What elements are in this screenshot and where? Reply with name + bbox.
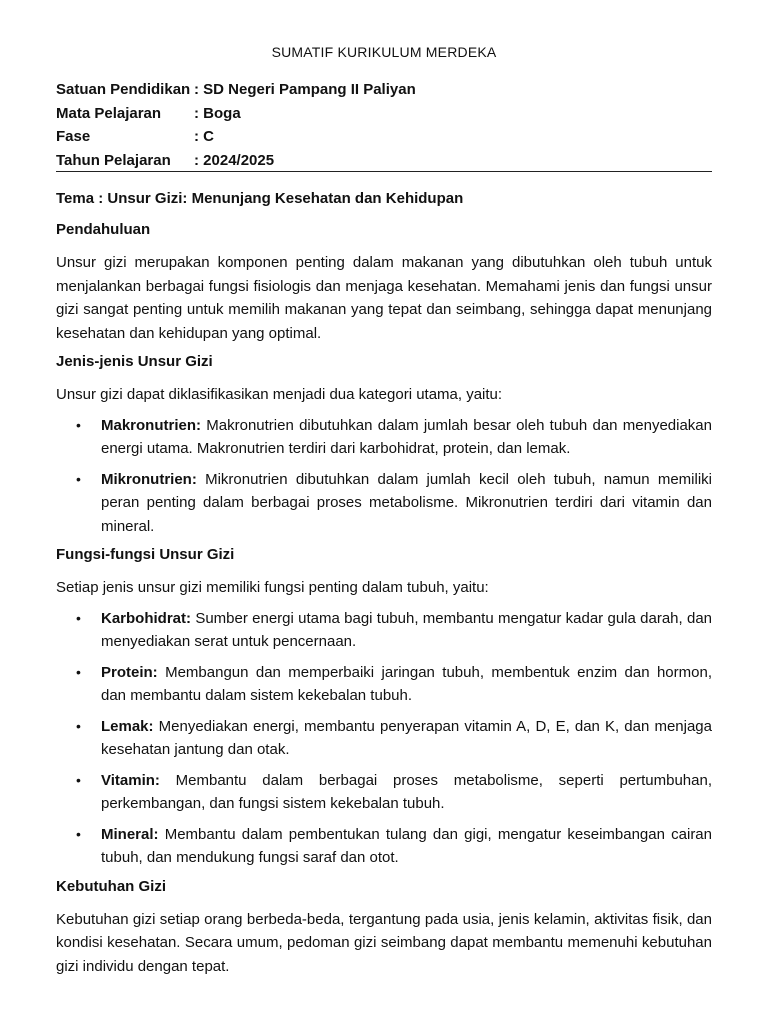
list-term: Protein: xyxy=(101,663,158,681)
list-item xyxy=(56,715,712,762)
bullet-icon: • xyxy=(76,771,81,788)
section-heading-functions: Fungsi-fungsi Unsur Gizi xyxy=(56,546,235,563)
functions-list xyxy=(56,607,712,870)
bullet-icon: • xyxy=(76,416,81,433)
bullet-icon: • xyxy=(76,609,81,626)
bullet-icon: • xyxy=(76,663,81,680)
types-paragraph: Unsur gizi dapat diklasifikasikan menjadi dua kategori utama, yaitu: xyxy=(56,386,503,403)
header-divider xyxy=(56,171,712,172)
meta-label: Mata Pelajaran xyxy=(56,104,162,122)
list-item xyxy=(56,661,712,708)
list-desc: Sumber energi utama bagi tubuh, membantu mengatur kadar gula darah, dan menyediakan serat untuk pencernaan. xyxy=(101,609,713,650)
list-desc: Membangun dan memperbaiki jaringan tubuh, membentuk enzim dan hormon, dan membantu dalam sistem kekebalan tubuh. xyxy=(101,663,712,704)
list-desc: Membantu dalam berbagai proses metabolisme, seperti pertumbuhan, perkembangan, dan fungsi sistem kekebalan tubuh. xyxy=(101,771,713,812)
meta-row-subject xyxy=(56,104,712,128)
list-item xyxy=(56,414,712,461)
document-title: SUMATIF KURIKULUM MERDEKA xyxy=(271,44,497,60)
document-body xyxy=(56,189,712,985)
meta-value: : Boga xyxy=(194,104,241,122)
needs-paragraph: Kebutuhan gizi setiap orang berbeda-beda, tergantung pada usia, jenis kelamin, aktivitas fisik, dan kondisi kesehatan. Secara umum, pedoman gizi seimbang dapat membantu memenuhi kebutuhan gizi individu dengan tepat. xyxy=(56,910,712,975)
list-desc: Menyediakan energi, membantu penyerapan vitamin A, D, E, dan K, dan menjaga kesehatan jantung dan otak. xyxy=(101,717,712,758)
meta-value: : SD Negeri Pampang II Paliyan xyxy=(194,81,416,98)
meta-label: Tahun Pelajaran xyxy=(56,151,171,169)
section-heading-needs: Kebutuhan Gizi xyxy=(56,877,166,895)
list-term: Makronutrien: xyxy=(101,416,202,434)
intro-paragraph: Unsur gizi merupakan komponen penting dalam makanan yang dibutuhkan oleh tubuh untuk menjalankan berbagai fungsi fisiologis dan menjaga kesehatan. Memahami jenis dan fungsi unsur gizi sangat penting untuk memilih makanan yang tepat dan seimbang, sehingga dapat menunjang kesehatan dan kehidupan yang optimal. xyxy=(56,254,712,342)
list-term: Vitamin: xyxy=(101,771,160,789)
list-desc: Membantu dalam pembentukan tulang dan gigi, mengatur keseimbangan cairan tubuh, dan mendukung fungsi saraf dan otot. xyxy=(101,825,712,866)
meta-value: : 2024/2025 xyxy=(194,151,275,169)
meta-label: Satuan Pendidikan xyxy=(56,81,191,98)
section-heading-types: Jenis-jenis Unsur Gizi xyxy=(56,353,213,370)
section-heading-intro: Pendahuluan xyxy=(56,221,151,238)
meta-label: Fase xyxy=(56,128,91,145)
list-item xyxy=(56,769,712,816)
meta-value: : C xyxy=(194,128,214,145)
list-item xyxy=(56,607,712,654)
meta-row-school xyxy=(56,80,712,104)
list-term: Karbohidrat: xyxy=(101,609,191,627)
list-item xyxy=(56,468,712,539)
list-desc: Makronutrien dibutuhkan dalam jumlah besar oleh tubuh dan menyediakan energi utama. Makronutrien terdiri dari karbohidrat, protein, dan lemak. xyxy=(101,416,712,457)
list-item xyxy=(56,823,712,870)
meta-row-phase xyxy=(56,127,712,151)
functions-paragraph: Setiap jenis unsur gizi memiliki fungsi penting dalam tubuh, yaitu: xyxy=(56,579,489,596)
bullet-icon: • xyxy=(76,470,81,487)
list-term: Lemak: xyxy=(101,717,154,735)
bullet-icon: • xyxy=(76,717,81,734)
list-term: Mineral: xyxy=(101,825,159,843)
bullet-icon: • xyxy=(76,825,81,842)
types-list xyxy=(56,414,712,539)
list-desc: Mikronutrien dibutuhkan dalam jumlah kecil oleh tubuh, namun memiliki peran penting dalam berbagai proses metabolisme. Mikronutrien terdiri dari vitamin dan mineral. xyxy=(101,470,712,535)
theme-heading: Tema : Unsur Gizi: Menunjang Kesehatan dan Kehidupan xyxy=(56,190,464,207)
document-meta xyxy=(56,80,712,174)
list-term: Mikronutrien: xyxy=(101,470,197,488)
